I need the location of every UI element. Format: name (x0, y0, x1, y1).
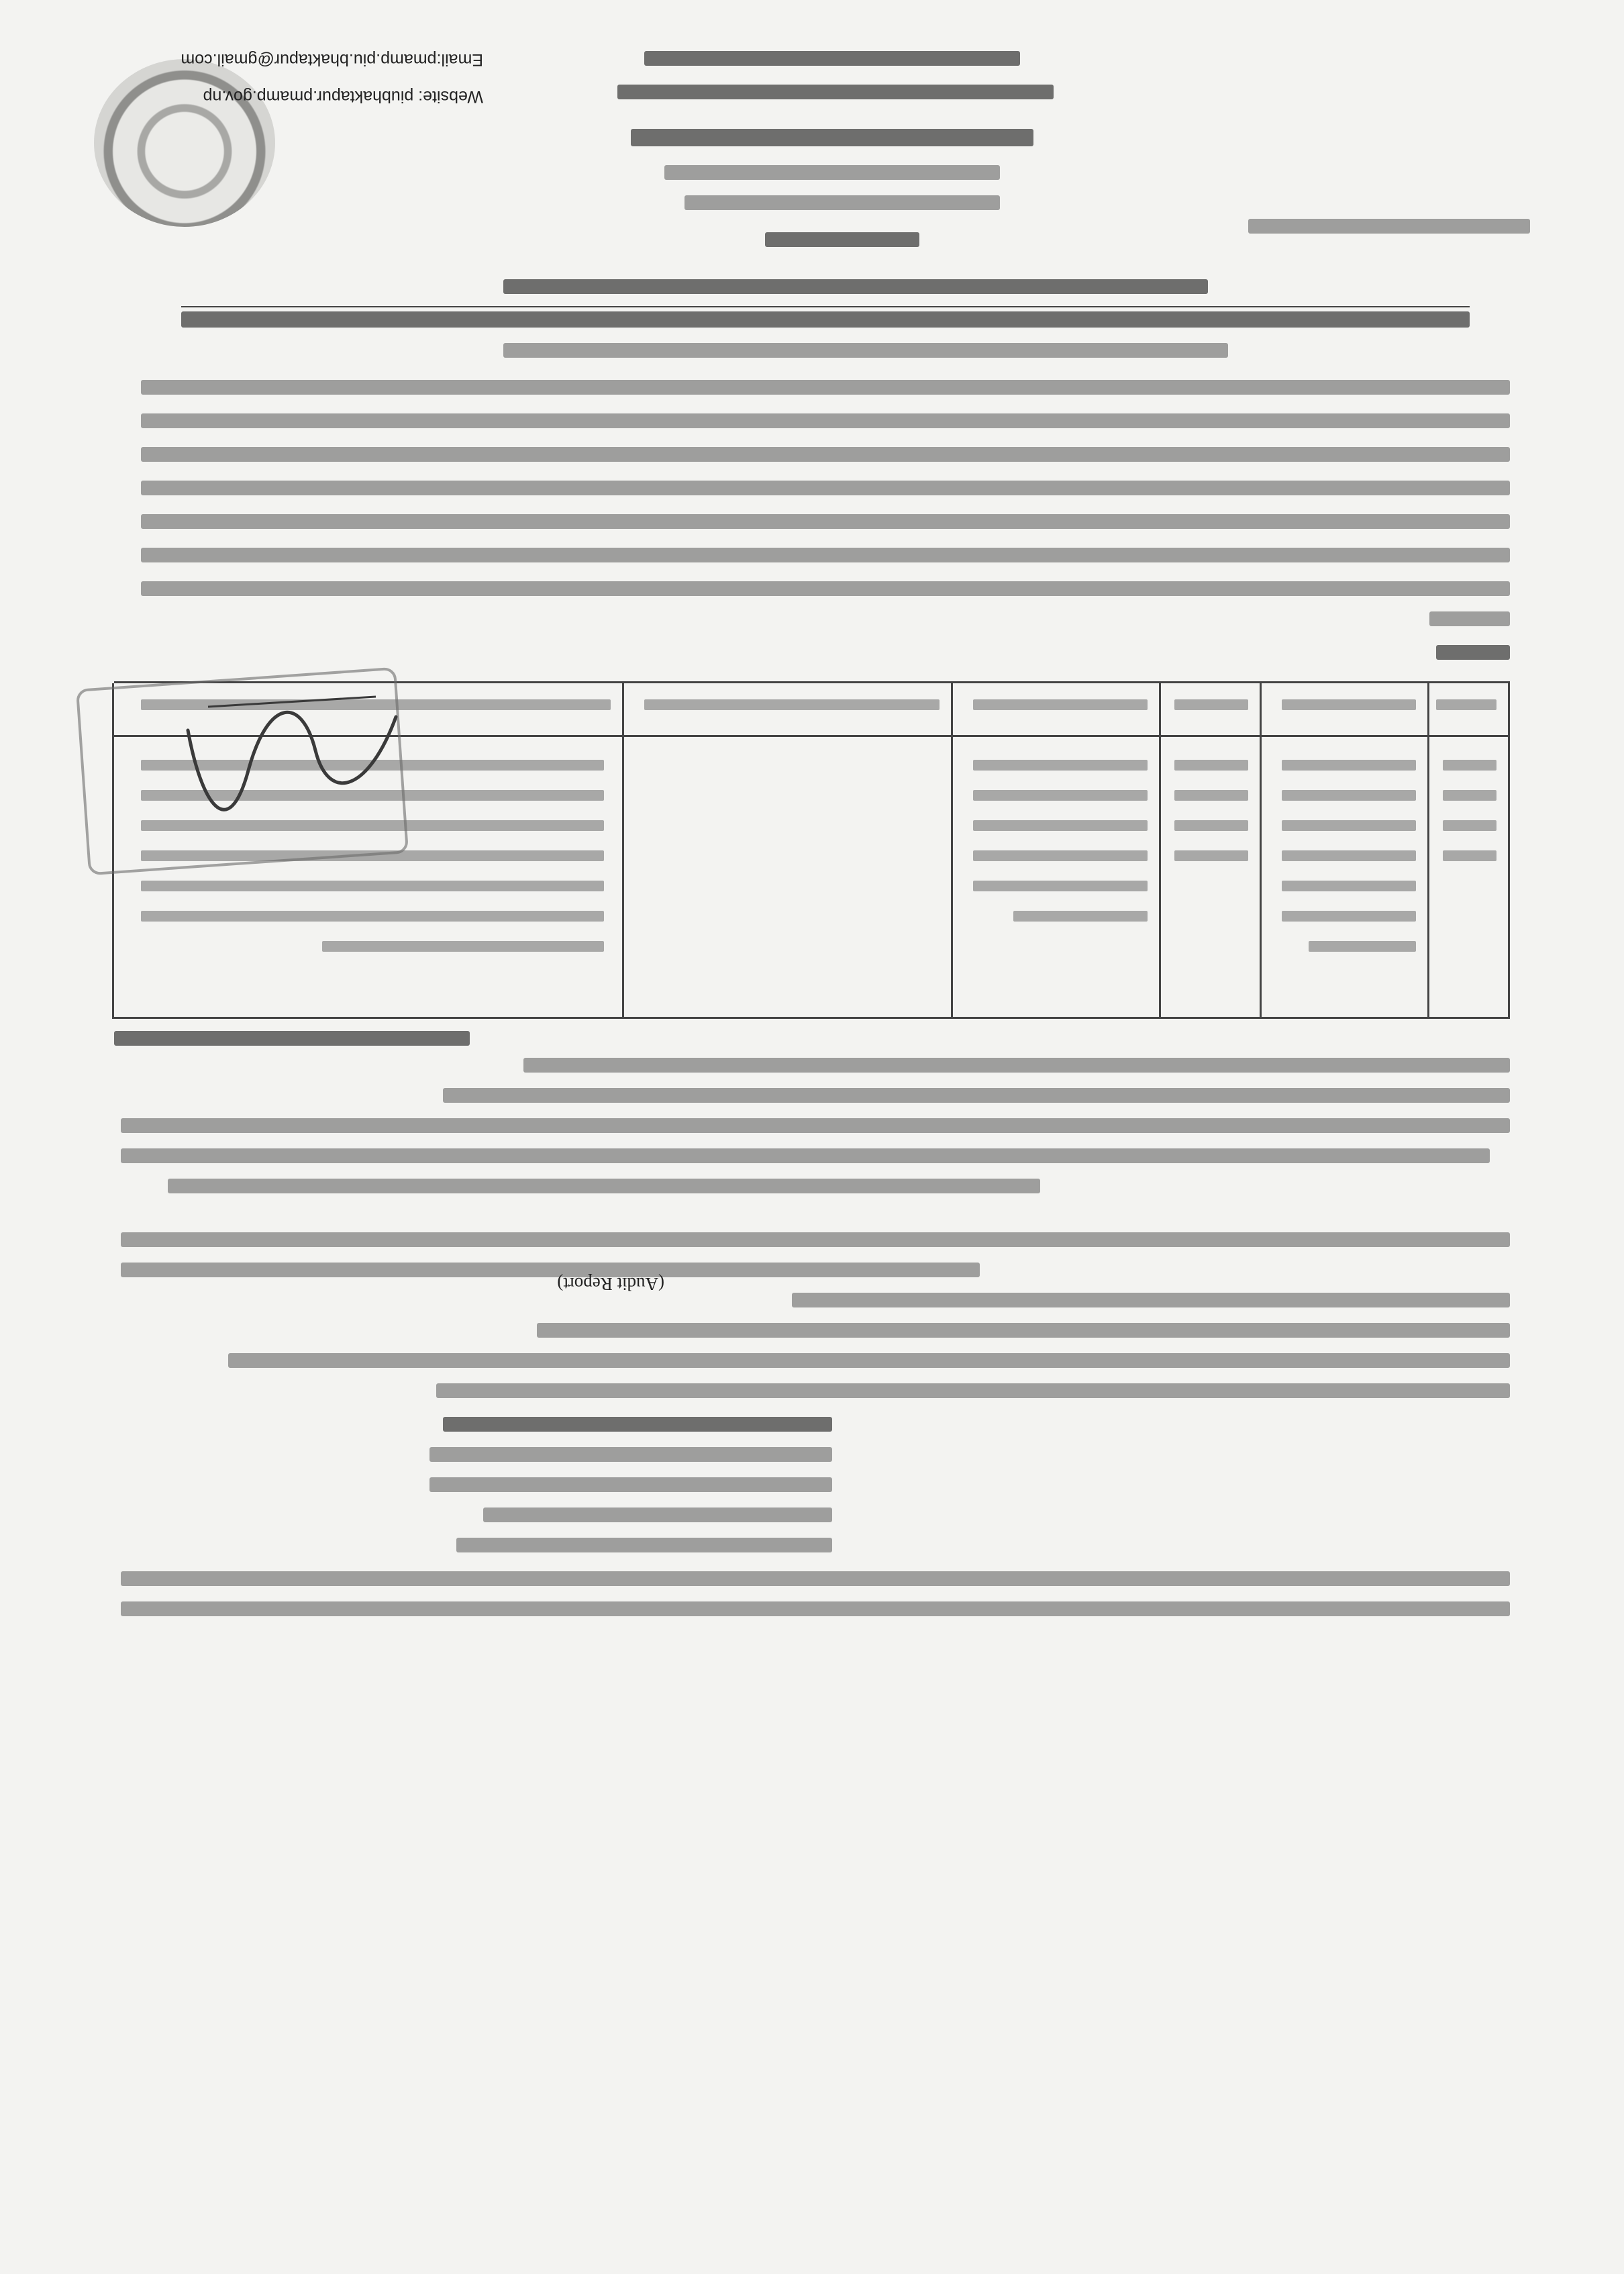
requirement-6 (537, 1323, 1510, 1338)
requirement-4 (121, 1232, 1510, 1247)
signature-icon (168, 670, 423, 831)
intro-line-5 (141, 514, 1510, 529)
requirement-8 (436, 1383, 1510, 1398)
publication-date-line (503, 343, 1228, 358)
table-header-cell (1436, 699, 1496, 710)
requirement-4-cont (121, 1263, 980, 1277)
table-header-cell (973, 699, 1148, 710)
heading-underline (181, 306, 1470, 307)
submission-address-2 (429, 1477, 832, 1492)
contact-website: Website: piubhaktapur.pmamp.gov.np (203, 87, 483, 106)
header-line-1 (644, 51, 1020, 66)
intro-line-3 (141, 447, 1510, 462)
header-sub-address (684, 195, 1000, 210)
intro-line-7 (141, 581, 1510, 596)
documents-heading (114, 1031, 470, 1046)
table-caption (1436, 645, 1510, 660)
requirement-3 (121, 1118, 1510, 1133)
table-header-cell (1282, 699, 1416, 710)
intro-line-1 (141, 380, 1510, 395)
reference-line (1248, 219, 1530, 234)
contact-email: Email:pmamp.piu.bhaktapur@gmail.com (181, 50, 483, 69)
intro-line-8 (1429, 611, 1510, 626)
audit-report-ref: (Audit Report) (557, 1274, 664, 1294)
notice-heading-2 (181, 311, 1470, 328)
requirement-7 (228, 1353, 1510, 1368)
government-emblem-icon (94, 59, 275, 227)
submission-heading (443, 1417, 832, 1432)
submission-address-1 (429, 1447, 832, 1462)
requirement-5 (792, 1293, 1510, 1307)
intro-line-2 (141, 413, 1510, 428)
notice-heading-1 (503, 279, 1208, 294)
note-line-2 (121, 1601, 1510, 1616)
requirement-3-cont (168, 1179, 1040, 1193)
header-line-2 (617, 85, 1054, 99)
table-header-cell (1174, 699, 1248, 710)
requirement-1 (523, 1058, 1510, 1073)
intro-line-4 (141, 481, 1510, 495)
header-address (664, 165, 1000, 180)
table-header-cell (644, 699, 940, 710)
note-line-1 (121, 1571, 1510, 1586)
submission-phone (483, 1507, 832, 1522)
requirement-2 (443, 1088, 1510, 1103)
header-office-title (631, 129, 1033, 146)
submission-mobile (456, 1538, 832, 1552)
notice-number (765, 232, 919, 247)
intro-line-6 (141, 548, 1510, 562)
requirement-3-cont (121, 1148, 1490, 1163)
